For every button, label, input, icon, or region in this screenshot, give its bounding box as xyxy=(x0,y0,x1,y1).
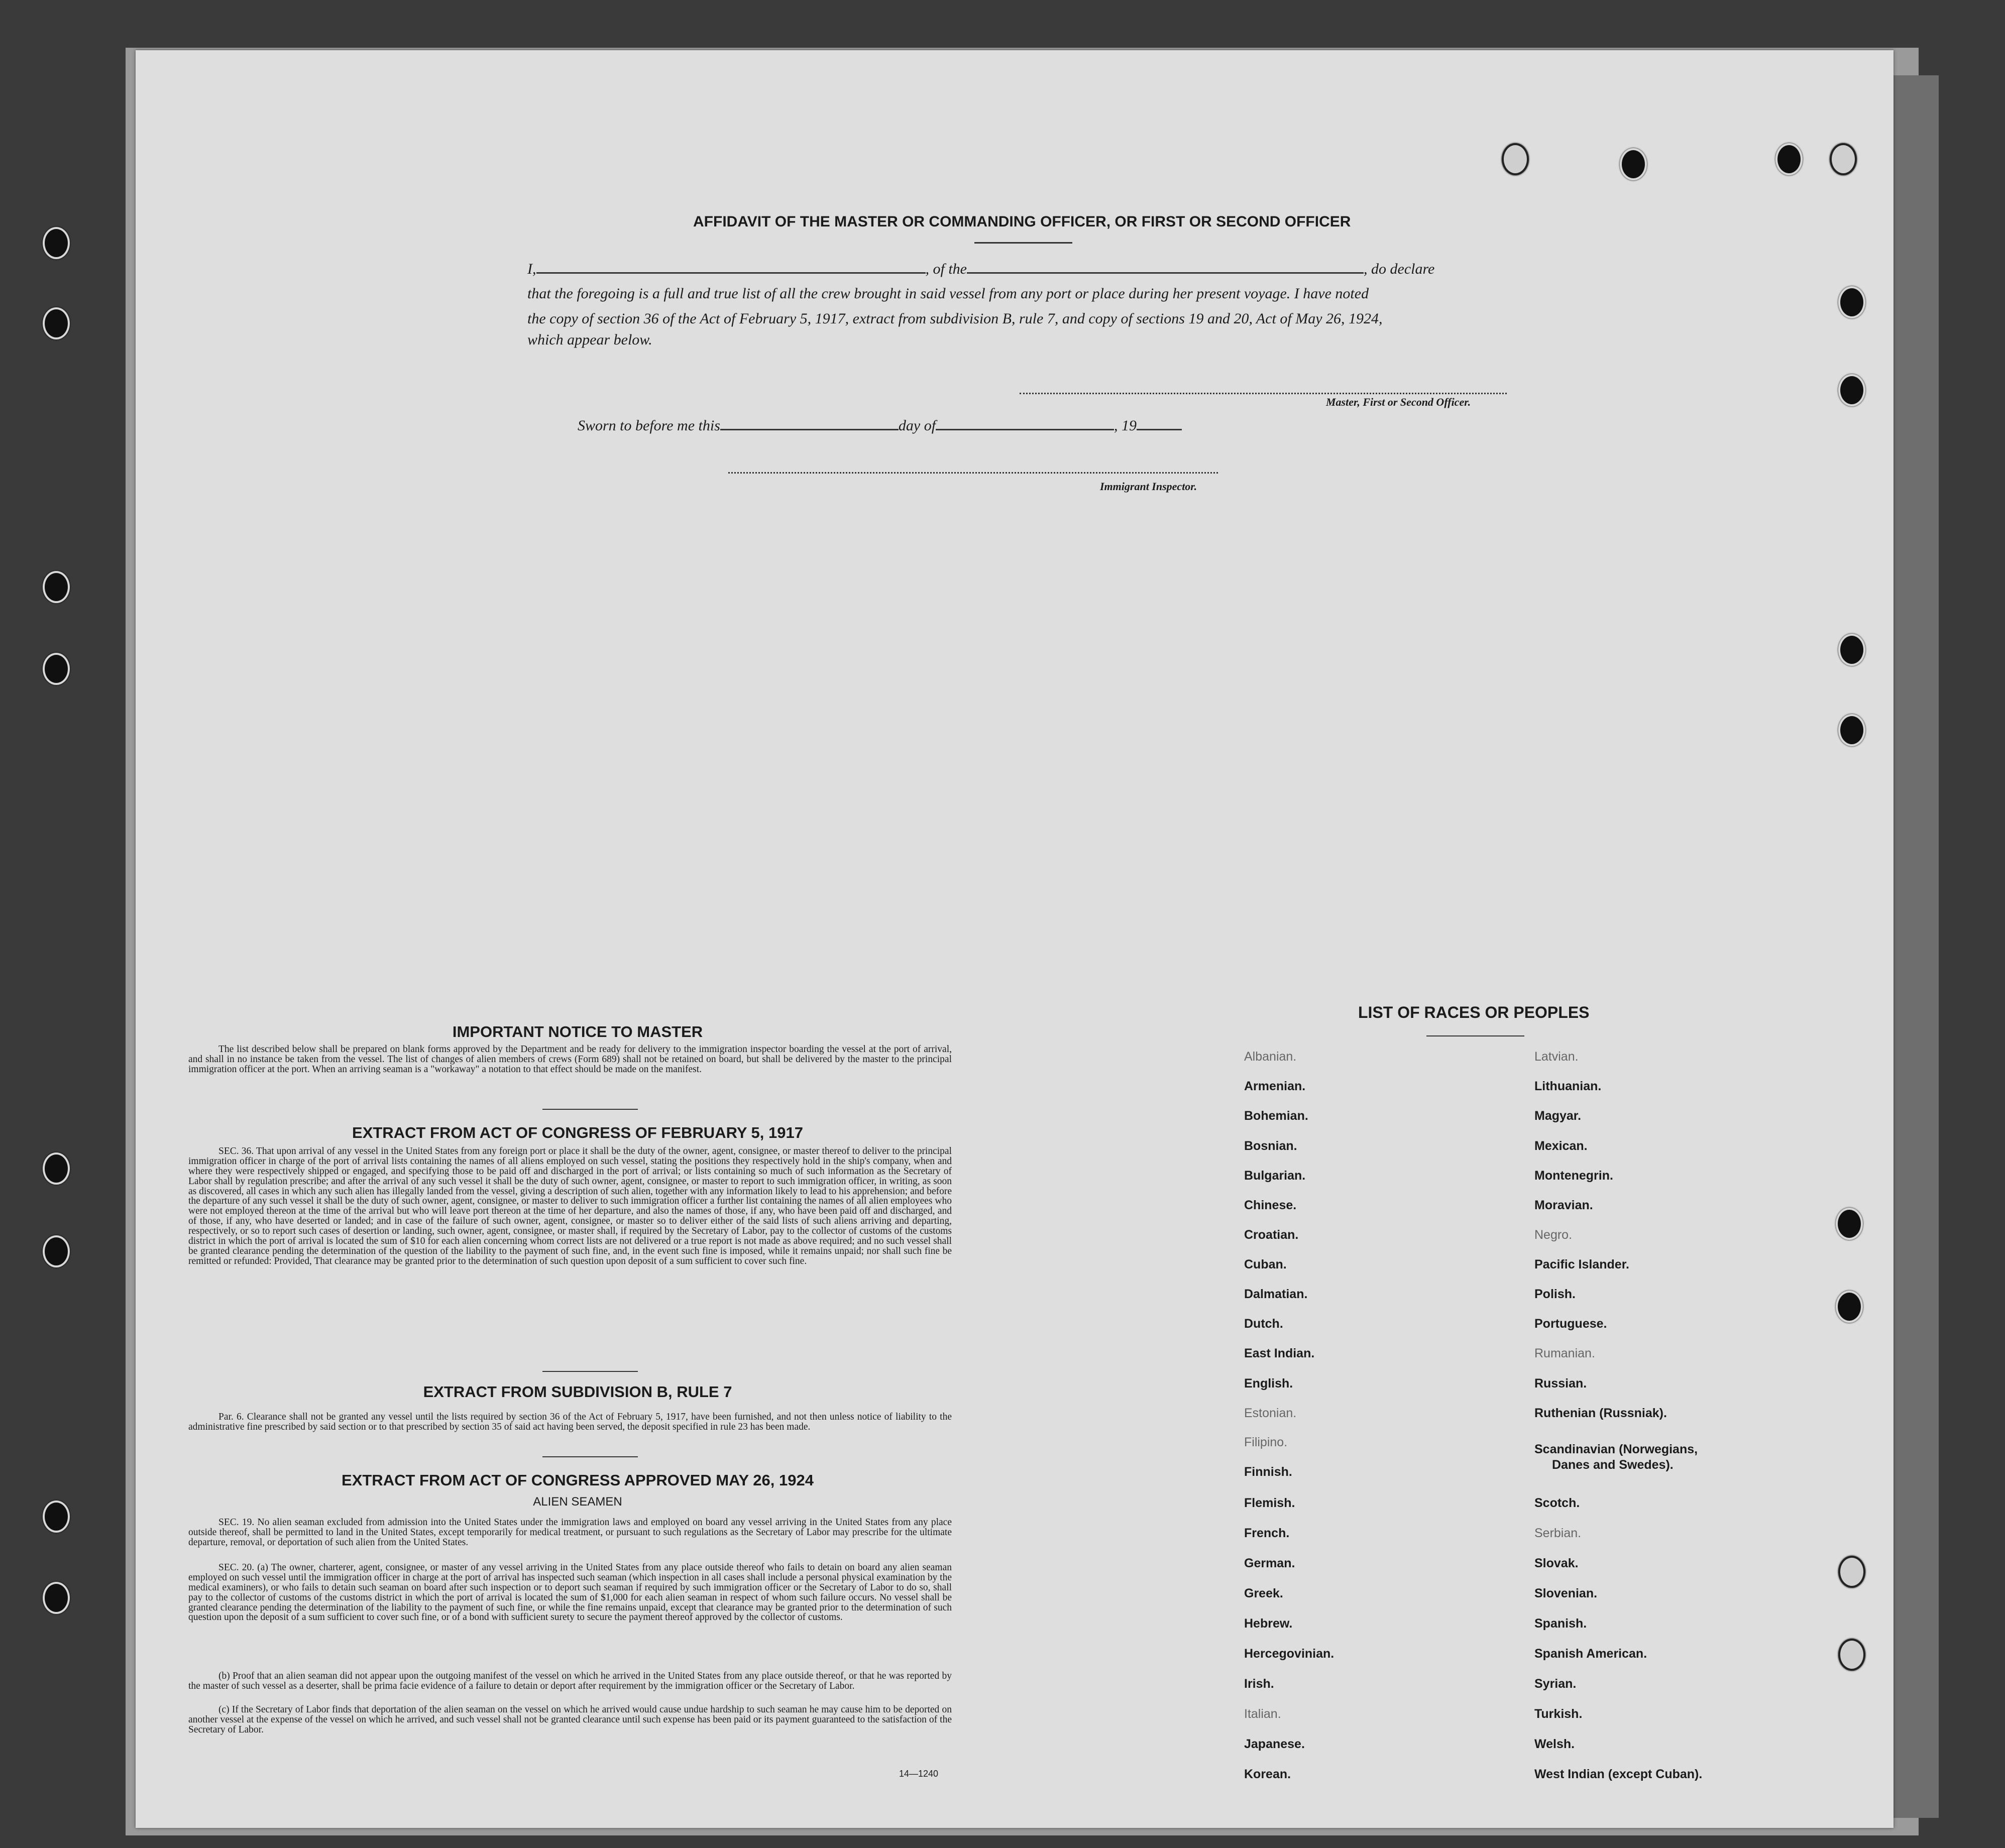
signature-label: Master, First or Second Officer. xyxy=(1326,396,1471,408)
race-item: Ruthenian (Russniak). xyxy=(1534,1406,1667,1420)
divider xyxy=(542,1371,638,1372)
race-item: Croatian. xyxy=(1244,1228,1299,1242)
race-item: Estonian. xyxy=(1244,1406,1297,1420)
race-item: Bulgarian. xyxy=(1244,1169,1306,1183)
race-item: Chinese. xyxy=(1244,1198,1297,1212)
affidavit-line-2: that the foregoing is a full and true list of all the crew brought in said vessel from any port or place during her present voyage. I have noted xyxy=(527,285,1369,302)
binder-hole xyxy=(1838,1639,1865,1671)
race-item: Dalmatian. xyxy=(1244,1287,1308,1301)
inspector-signature-line[interactable] xyxy=(728,472,1218,474)
race-item: Albanian. xyxy=(1244,1050,1297,1064)
affidavit-title: AFFIDAVIT OF THE MASTER OR COMMANDING OFFICER, OR FIRST OR SECOND OFFICER xyxy=(693,213,1351,230)
notice-text: The list described below shall be prepared on blank forms approved by the Department and be ready for delivery to the immigration inspector boarding the vessel at the port of arrival, and shall in no instance be taken from the vessel. The list of changes of alien members of crews (Form 689) shall not be retained on board, but shall be delivered by the master to the principal immigration officer at the port. When an arriving seaman is a "workaway" a notation to that effect should be made on the manifest. xyxy=(188,1044,952,1075)
race-item: Spanish. xyxy=(1534,1616,1587,1631)
race-item: Cuban. xyxy=(1244,1257,1287,1272)
race-item: Bohemian. xyxy=(1244,1109,1308,1123)
race-item: Montenegrin. xyxy=(1534,1169,1613,1183)
binder-hole xyxy=(1838,714,1865,746)
affidavit-i: I, xyxy=(527,261,536,277)
race-item: English. xyxy=(1244,1376,1293,1391)
race-item: Korean. xyxy=(1244,1767,1291,1781)
race-item: Portuguese. xyxy=(1534,1317,1607,1331)
sworn-prefix: Sworn to before me this xyxy=(578,417,720,434)
binder-hole xyxy=(43,307,70,339)
divider xyxy=(542,1456,638,1457)
sec20a-text: SEC. 20. (a) The owner, charterer, agent, consignee, or master of any vessel arriving in the United States from any place outside thereof who fails to detain on board any alien seaman employed on such vessel until the immigration officer in charge at the port of arrival has inspected such seaman (which inspection in all cases shall include a personal physical examination by the medical examiners), or who fails to detain such seaman on board after such inspection or to deport such seaman if required by such immigration officer or the Secretary of Labor to do so, shall pay to the collector of customs of the customs district in which the port of arrival is located the sum of $1,000 for each alien seaman in respect of whom such failure occurs. No vessel shall be granted clearance pending the determination of the liability to the payment of such fine, or while the fine remains unpaid, except that clearance may be granted prior to the determination of such question upon the deposit of a sum sufficient to cover such fine, or of a bond with sufficient surety to secure the payment thereof approved by the collector of customs. xyxy=(188,1562,952,1623)
race-item: Irish. xyxy=(1244,1677,1274,1691)
race-item: German. xyxy=(1244,1556,1295,1570)
race-item: Slovak. xyxy=(1534,1556,1579,1570)
name-field[interactable] xyxy=(536,260,926,274)
race-item: West Indian (except Cuban). xyxy=(1534,1767,1703,1781)
race-item: Welsh. xyxy=(1534,1737,1575,1751)
extract-1924-title: EXTRACT FROM ACT OF CONGRESS APPROVED MAY 26, 1924 xyxy=(342,1471,814,1489)
binder-hole xyxy=(1836,1291,1863,1323)
race-item: East Indian. xyxy=(1244,1346,1315,1360)
form-number: 14—1240 xyxy=(899,1769,939,1779)
sworn-line xyxy=(578,417,1182,434)
binder-hole xyxy=(1830,143,1857,175)
divider xyxy=(1426,1035,1524,1036)
race-item: Syrian. xyxy=(1534,1677,1577,1691)
affidavit-line-1 xyxy=(527,260,1434,278)
races-title: LIST OF RACES OR PEOPLES xyxy=(1358,1003,1590,1021)
affidavit-line-4: which appear below. xyxy=(527,331,652,348)
binder-hole xyxy=(1838,634,1865,666)
race-item: Armenian. xyxy=(1244,1079,1306,1093)
race-item: Finnish. xyxy=(1244,1465,1292,1479)
binder-hole xyxy=(43,1152,70,1185)
rule7-text: Par. 6. Clearance shall not be granted any vessel until the lists required by section 36 of the Act of February 5, 1917, have been furnished, and not then unless notice of liability to the administrative fine prescribed by said section or to that prescribed by section 35 of said act having been served, the deposit specified in rule 23 has been made. xyxy=(188,1412,952,1432)
sec19-text: SEC. 19. No alien seaman excluded from admission into the United States under the immigration laws and employed on board any vessel arriving in the United States from any place outside thereof, shall be permitted to land in the United States, except temporarily for medical treatment, or pursuant to such regulations as the Secretary of Labor may prescribe for the ultimate departure, removal, or deportation of such alien from the United States. xyxy=(188,1517,952,1548)
race-item: Magyar. xyxy=(1534,1109,1582,1123)
signature-line[interactable] xyxy=(1020,393,1507,394)
race-item: Slovenian. xyxy=(1534,1586,1598,1600)
race-item: Filipino. xyxy=(1244,1435,1288,1449)
race-item: Polish. xyxy=(1534,1287,1576,1301)
extract-1917-text: SEC. 36. That upon arrival of any vessel in the United States from any foreign port or place it shall be the duty of the owner, agent, consignee, or master thereof to deliver to the principal immigration officer in charge of the port of arrival lists containing the names of all aliens employed on such vessel, stating the positions they respectively hold in the ship's company, when and where they were respectively shipped or engaged, and specifying those to be paid off and discharged in the port of arrival; or lists containing so much of such information as the Secretary of Labor shall by regulation prescribe; and after the arrival of any such vessel it shall be the duty of such owner, agent, consignee, or master to report to such immigration officer, in writing, as soon as discovered, all cases in which any such alien has illegally landed from the vessel, giving a description of such alien, together with any information likely to lead to his apprehension; and before the departure of any such vessel it shall be the duty of such owner, agent, consignee, or master to deliver to such immigration officer a further list containing the names of all alien employees who were not employed thereon at the time of the arrival but who will leave port thereon at the time of her departure, and also the names of those, if any, who have been paid off and discharged, and of those, if any, who have deserted or landed; and in case of the failure of such owner, agent, consignee, or master so to deliver either of the said lists of such aliens arriving and departing, respectively, or so to report such cases of desertion or landing, such owner, agent, consignee, or master shall, if required by the Secretary of Labor, pay to the collector of customs of the customs district in which the port of arrival is located the sum of $10 for each alien concerning whom correct lists are not delivered or a true report is not made as above required; and no such vessel shall be granted clearance pending the determination of the question of the liability to the payment of such fine, and, in the event such fine is imposed, while it remains unpaid; nor shall such fine be remitted or refunded: Provided, That clearance may be granted prior to the determination of such question upon deposit of a sum sufficient to cover such fine. xyxy=(188,1146,952,1266)
binder-hole xyxy=(1838,286,1865,318)
rule7-title: EXTRACT FROM SUBDIVISION B, RULE 7 xyxy=(423,1383,732,1401)
extract-1924-subtitle: ALIEN SEAMEN xyxy=(533,1495,622,1509)
notice-title: IMPORTANT NOTICE TO MASTER xyxy=(452,1023,703,1041)
sworn-day-field[interactable] xyxy=(720,417,899,430)
race-item: Scandinavian (Norwegians, xyxy=(1534,1442,1698,1456)
binder-hole xyxy=(43,653,70,685)
binder-hole xyxy=(43,1582,70,1614)
race-item: Lithuanian. xyxy=(1534,1079,1602,1093)
extract-1917-title: EXTRACT FROM ACT OF CONGRESS OF FEBRUARY 5, 1917 xyxy=(352,1124,803,1141)
race-item: Scotch. xyxy=(1534,1496,1580,1510)
race-item: Turkish. xyxy=(1534,1707,1583,1721)
race-item: Latvian. xyxy=(1534,1050,1579,1064)
binder-hole xyxy=(1775,143,1803,175)
binder-hole xyxy=(1620,148,1647,180)
race-item: Serbian. xyxy=(1534,1526,1582,1540)
race-item: Mexican. xyxy=(1534,1139,1588,1153)
sworn-day: day of xyxy=(898,417,936,434)
affidavit-declare: , do declare xyxy=(1364,261,1435,277)
affidavit-line-3: the copy of section 36 of the Act of February 5, 1917, extract from subdivision B, rule 7, and copy of sections 19 and 20, Act of May 26, 1924, xyxy=(527,310,1383,327)
race-item: Spanish American. xyxy=(1534,1647,1647,1661)
binder-hole xyxy=(43,1500,70,1533)
race-item: Greek. xyxy=(1244,1586,1283,1600)
binder-hole xyxy=(1502,143,1529,175)
sec20b-text: (b) Proof that an alien seaman did not appear upon the outgoing manifest of the vessel on which he arrived in the United States from any place outside thereof, or that he was reported by the master of such vessel as a deserter, shall be prima facie evidence of a failure to detain or deport after requirement by the immigration officer or the Secretary of Labor. xyxy=(188,1671,952,1691)
binder-hole xyxy=(1838,1556,1865,1588)
binder-hole xyxy=(43,227,70,259)
sworn-year-field[interactable] xyxy=(1137,417,1182,430)
race-item: Japanese. xyxy=(1244,1737,1305,1751)
binder-hole xyxy=(43,1235,70,1267)
sec20c-text: (c) If the Secretary of Labor finds that deportation of the alien seaman on the vessel on which he arrived would cause undue hardship to such seaman he may cause him to be deported on another vessel at the expense of the vessel on which he arrived, and such vessel shall not be granted clearance until such expense has been paid or its payment guaranteed to the satisfaction of the Secretary of Labor. xyxy=(188,1704,952,1735)
race-item: Dutch. xyxy=(1244,1317,1283,1331)
vessel-field[interactable] xyxy=(967,260,1364,274)
race-item: Hebrew. xyxy=(1244,1616,1293,1631)
race-item: Bosnian. xyxy=(1244,1139,1297,1153)
race-item: Hercegovinian. xyxy=(1244,1647,1334,1661)
sworn-year: , 19 xyxy=(1114,417,1137,434)
race-item: Moravian. xyxy=(1534,1198,1593,1212)
race-item: French. xyxy=(1244,1526,1290,1540)
binder-hole xyxy=(43,571,70,603)
affidavit-of: , of the xyxy=(925,261,967,277)
divider xyxy=(974,242,1072,244)
race-item: Italian. xyxy=(1244,1707,1281,1721)
sworn-month-field[interactable] xyxy=(936,417,1114,430)
race-item: Rumanian. xyxy=(1534,1346,1595,1360)
race-item: Pacific Islander. xyxy=(1534,1257,1629,1272)
binder-hole xyxy=(1838,374,1865,406)
divider xyxy=(542,1109,638,1110)
race-item: Danes and Swedes). xyxy=(1552,1458,1674,1472)
binder-hole xyxy=(1836,1208,1863,1240)
inspector-label: Immigrant Inspector. xyxy=(1100,480,1197,493)
race-item: Russian. xyxy=(1534,1376,1587,1391)
race-item: Negro. xyxy=(1534,1228,1573,1242)
race-item: Flemish. xyxy=(1244,1496,1295,1510)
